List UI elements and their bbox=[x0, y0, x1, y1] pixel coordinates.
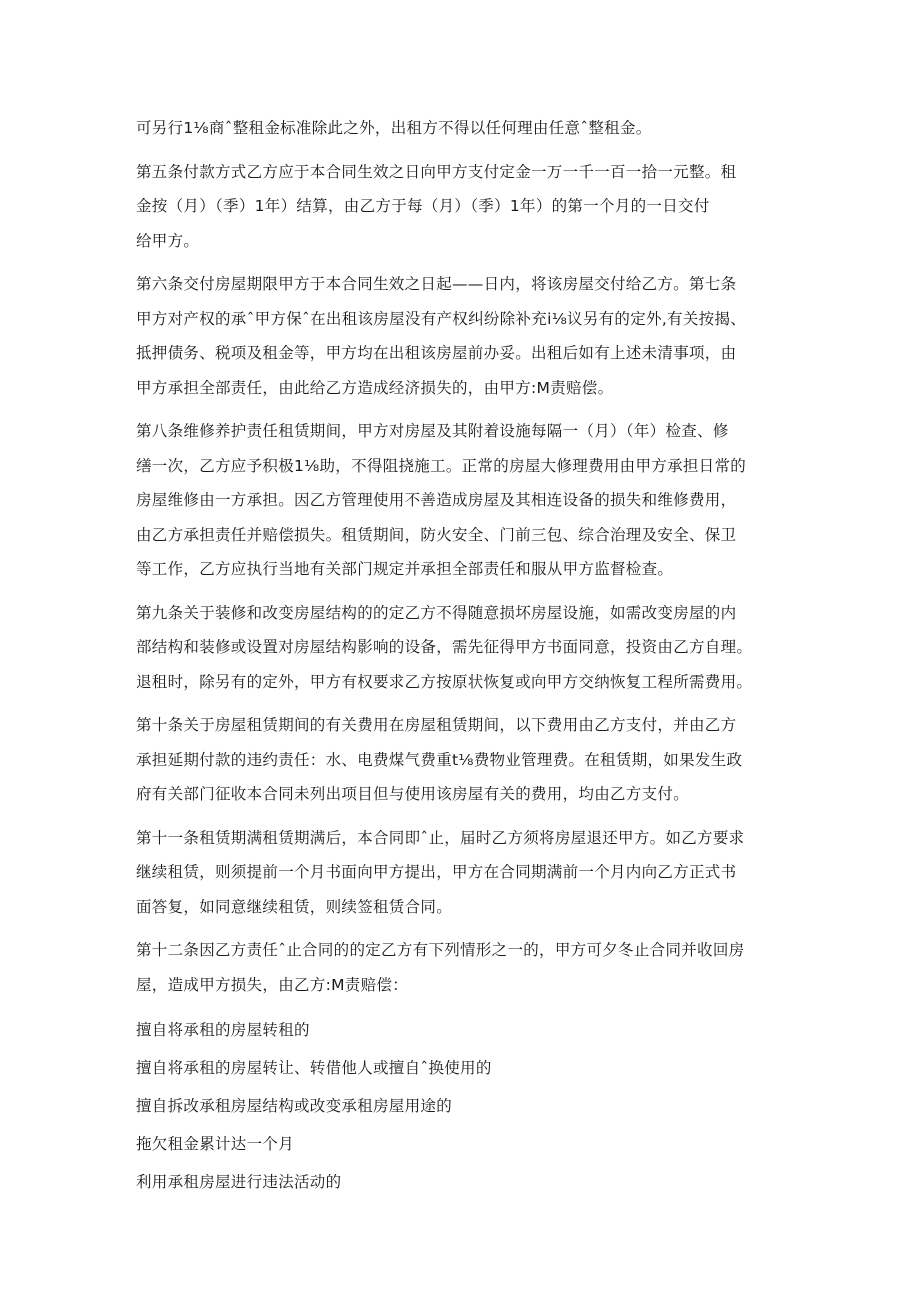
text-line: 抵押债务、税项及租金等，甲方均在出租该房屋前办妥。出租后如有上述未清事项，由 bbox=[136, 344, 737, 362]
paragraph bbox=[136, 155, 796, 259]
list-item: 利用承租房屋进行违法活动的 bbox=[136, 1173, 342, 1191]
text-line: 金按（月）（季）1年）结算，由乙方于每（月）（季）1年）的第一个月的一日交付 bbox=[136, 197, 710, 215]
paragraph bbox=[136, 821, 796, 925]
paragraph bbox=[136, 933, 796, 1002]
text-line: 给甲方。 bbox=[136, 231, 200, 250]
text-line: 第十二条因乙方责任ˆ止合同的的定乙方有下列情形之一的，甲方可夕冬止合同并收回房 bbox=[136, 941, 745, 959]
paragraph bbox=[136, 267, 796, 405]
text-line: 第十一条租赁期满租赁期满后，本合同即ˆ止，届时乙方须将房屋退还甲方。如乙方要求 bbox=[136, 828, 745, 847]
text-line: 等工作，乙方应执行当地有关部门规定并承担全部责任和服从甲方监督检查。 bbox=[136, 560, 674, 578]
text-line: 甲方对产权的承ˆ甲方保ˆ在出租该房屋没有产权纠纷除补充i⅛议另有的定外,有关按揭、 bbox=[136, 309, 747, 328]
text-line: 部结构和装修或设置对房屋结构影响的设备，需先征得甲方书面同意，投资由乙方自理。 bbox=[136, 638, 753, 656]
list-item: 擅自将承租的房屋转租的 bbox=[136, 1021, 310, 1039]
text-line: 屋，造成甲方损失，由乙方:M责赔偿： bbox=[136, 975, 408, 994]
text-line: 第八条维修养护责任租赁期间，甲方对房屋及其附着设施每隔一（月）（年）检查、修 bbox=[136, 422, 729, 440]
list-item: 擅自拆改承租房屋结构或改变承租房屋用途的 bbox=[136, 1097, 453, 1115]
text-line: 面答复，如同意继续租赁，则续签租赁合同。 bbox=[136, 897, 453, 916]
paragraph bbox=[136, 596, 796, 700]
text-line: 承担延期付款的违约责任：水、电费煤气费重t⅛费物业管理费。在租赁期，如果发生政 bbox=[136, 750, 743, 769]
text-line: 由乙方承担责任并赔偿损失。租赁期间，防火安全、门前三包、综合治理及安全、保卫 bbox=[136, 525, 737, 544]
list-item: 拖欠租金累计达一个月 bbox=[136, 1135, 295, 1153]
text-line: 第九条关于装修和改变房屋结构的的定乙方不得随意损坏房屋设施，如需改变房屋的内 bbox=[136, 603, 737, 622]
text-line: 房屋维修由一方承担。因乙方管理使用不善造成房屋及其相连设备的损失和维修费用， bbox=[136, 491, 737, 509]
list-item: 擅自将承租的房屋转让、转借他人或擅自ˆ换使用的 bbox=[136, 1059, 492, 1077]
text-line: 第十条关于房屋租赁期间的有关费用在房屋租赁期间，以下费用由乙方支付，并由乙方 bbox=[136, 716, 737, 734]
violation-list bbox=[136, 1011, 796, 1201]
text-line: 缮一次，乙方应予积极1⅛助，不得阻挠施工。正常的房屋大修理费用由甲方承担日常的 bbox=[136, 456, 747, 475]
paragraph bbox=[136, 414, 796, 587]
text-line: 退租时，除另有的定外，甲方有权要求乙方按原状恢复或向甲方交纳恢复工程所需费用。 bbox=[136, 672, 753, 691]
text-line: 第六条交付房屋期限甲方于本合同生效之日起——日内，将该房屋交付给乙方。第七条 bbox=[136, 275, 737, 293]
text-line: 可另行1⅛商ˆ整租金标准除此之外，出租方不得以任何理由任意ˆ整租金。 bbox=[136, 119, 652, 137]
text-line: 府有关部门征收本合同未列出项目但与使用该房屋有关的费用，均由乙方支付。 bbox=[136, 785, 690, 803]
text-line: 甲方承担全部责任，由此给乙方造成经济损失的，由甲方:M责赔偿。 bbox=[136, 378, 614, 397]
text-line: 第五条付款方式乙方应于本合同生效之日向甲方支付定金一万一千一百一拾一元整。租 bbox=[136, 162, 737, 181]
document-body bbox=[136, 111, 796, 1210]
text-line: 继续租赁，则须提前一个月书面向甲方提出，甲方在合同期满前一个月内向乙方正式书 bbox=[136, 863, 737, 881]
paragraph bbox=[136, 708, 796, 812]
paragraph bbox=[136, 111, 796, 146]
